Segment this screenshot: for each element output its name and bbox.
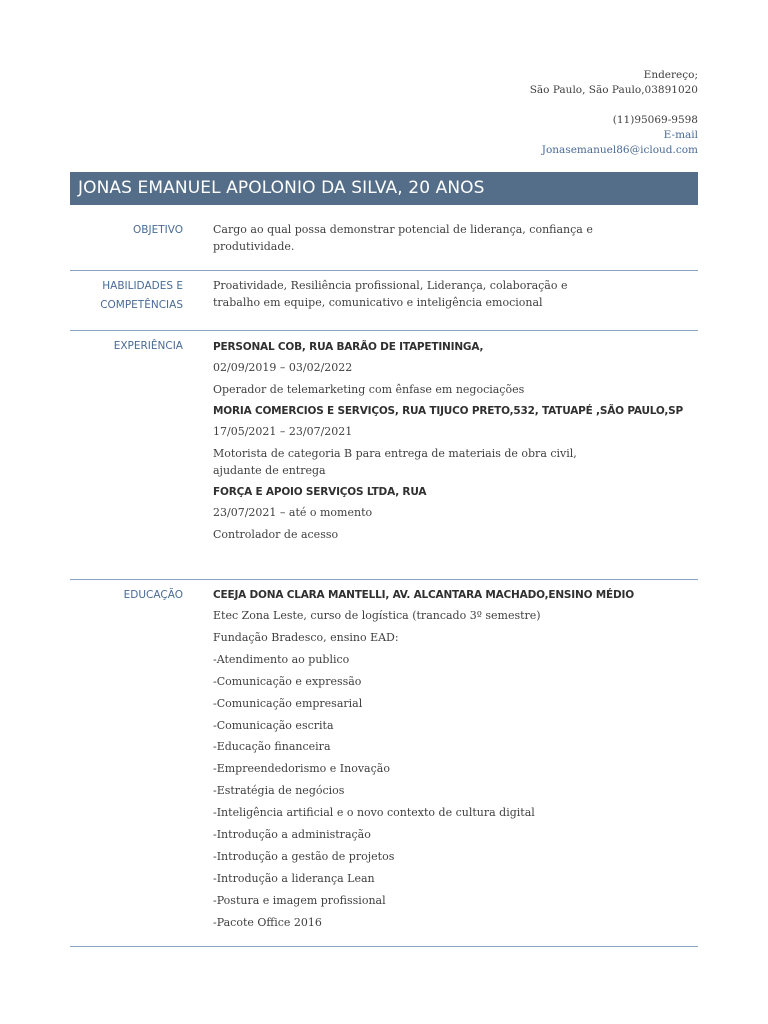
skills-content [213,277,683,311]
job-description-line: Motorista de categoria B para entrega de materiais de obra civil, [213,447,577,460]
education-item: -Educação financeira [213,740,331,754]
education-item: -Pacote Office 2016 [213,915,322,929]
skills-label-line: HABILIDADES E [102,280,183,292]
experience-content [213,337,683,546]
education-label: EDUCAÇÃO [123,589,183,601]
education-item: -Inteligência artificial e o novo contexto de cultura digital [213,806,535,820]
education-item: -Introdução a administração [213,828,371,842]
job-company: FORÇA E APOIO SERVIÇOS LTDA, RUA [213,486,427,498]
objective-section [70,205,698,271]
experience-label: EXPERIÊNCIA [113,340,183,352]
skills-line: trabalho em equipe, comunicativo e inteligência emocional [213,296,543,309]
education-section [70,580,698,947]
skills-label-line: COMPETÊNCIAS [100,299,183,311]
job-dates: 17/05/2021 – 23/07/2021 [213,425,353,438]
education-item: -Comunicação e expressão [213,674,362,688]
job-entry [213,337,683,401]
objective-line: produtividade. [213,240,295,253]
name-title-bar: JONAS EMANUEL APOLONIO DA SILVA, 20 ANOS [70,172,698,205]
email-label: E-mail [663,129,698,141]
email-link[interactable]: Jonasemanuel86@icloud.com [541,144,698,156]
education-school: CEEJA DONA CLARA MANTELLI, AV. ALCANTARA MACHADO,ENSINO MÉDIO [213,589,634,601]
education-item: -Introdução a gestão de projetos [213,849,395,863]
objective-content [213,221,683,255]
objective-label: OBJETIVO [133,224,183,236]
skills-line: Proatividade, Resiliência profissional, Liderança, colaboração e [213,279,568,292]
education-item: -Atendimento ao publico [213,652,350,666]
job-entry [213,401,683,482]
job-company: MORIA COMERCIOS E SERVIÇOS, RUA TIJUCO PRETO,532, TATUAPÉ ,SÃO PAULO,SP [213,405,684,417]
job-description [213,443,683,482]
education-item: -Comunicação empresarial [213,696,363,710]
address-label: Endereço; [643,69,698,81]
job-entry [213,482,683,546]
education-content [213,585,683,934]
objective-line: Cargo ao qual possa demonstrar potencial de liderança, confiança e [213,223,593,236]
education-item: -Empreendedorismo e Inovação [213,762,390,776]
skills-section [70,271,698,331]
education-item: -Comunicação escrita [213,718,334,732]
experience-section [70,331,698,580]
job-dates: 23/07/2021 – até o momento [213,506,373,519]
job-description: Operador de telemarketing com ênfase em negociações [213,383,525,396]
education-item: -Introdução a liderança Lean [213,871,375,885]
contact-block [530,68,698,158]
education-item: Etec Zona Leste, curso de logística (trancado 3º semestre) [213,609,541,622]
job-description-line: ajudante de entrega [213,464,326,477]
education-item: -Postura e imagem profissional [213,893,386,907]
job-description: Controlador de acesso [213,528,339,541]
address: São Paulo, São Paulo,03891020 [529,84,698,96]
skills-label [70,277,183,315]
education-item: Fundação Bradesco, ensino EAD: [213,630,399,644]
job-company: PERSONAL COB, RUA BARÃO DE ITAPETININGA, [213,341,484,353]
job-dates: 02/09/2019 – 03/02/2022 [213,361,353,374]
education-item: -Estratégia de negócios [213,784,345,798]
phone: (11)95069-9598 [612,114,698,126]
